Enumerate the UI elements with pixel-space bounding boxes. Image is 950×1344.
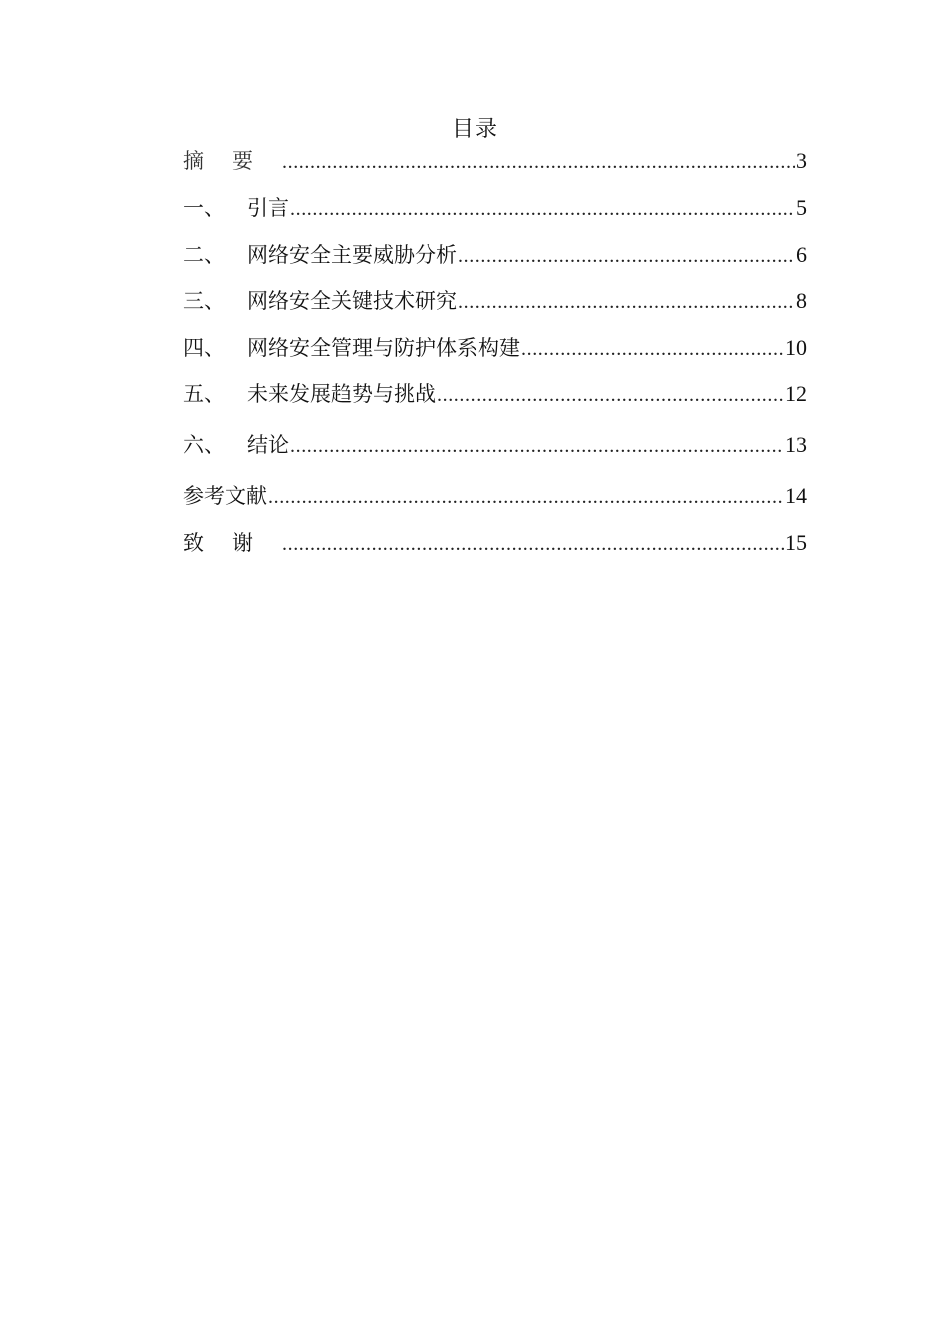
toc-title: 目录 [451, 117, 498, 142]
toc-entry-label: 网络安全关键技术研究 [247, 289, 457, 313]
toc-entry-threat-analysis[interactable] [183, 240, 807, 270]
toc-entry-label: 引言 [247, 196, 289, 220]
toc-dot-leader [282, 529, 784, 559]
toc-entry-number: 四、 [183, 336, 225, 360]
toc-dot-leader [521, 334, 784, 364]
toc-entry-label: 参考文献 [183, 484, 267, 508]
toc-dot-leader [458, 241, 795, 271]
toc-entry-references[interactable] [183, 481, 807, 511]
toc-page-number: 14 [785, 483, 807, 508]
toc-dot-leader [290, 431, 784, 461]
toc-entry-number: 一、 [183, 196, 225, 220]
toc-entry-label: 摘要 [183, 149, 281, 173]
toc-page-number: 12 [785, 381, 807, 406]
toc-entry-management-system[interactable] [183, 333, 807, 363]
toc-entry-label: 结论 [247, 433, 289, 457]
toc-entry-key-technologies[interactable] [183, 286, 807, 316]
toc-page-number: 5 [796, 195, 807, 220]
toc-entry-future-trends[interactable] [183, 379, 807, 409]
toc-entry-number: 五、 [183, 382, 225, 406]
toc-entry-number: 二、 [183, 243, 225, 267]
toc-dot-leader [458, 287, 795, 317]
toc-entry-acknowledgements[interactable] [183, 528, 807, 558]
toc-dot-leader [268, 482, 784, 512]
toc-page-number: 15 [785, 530, 807, 555]
toc-page-number: 13 [785, 432, 807, 457]
toc-entry-label: 网络安全主要威胁分析 [247, 243, 457, 267]
toc-page-number: 8 [796, 288, 807, 313]
toc-entry-label: 致谢 [183, 531, 281, 555]
toc-entry-number: 六、 [183, 433, 225, 457]
toc-entry-abstract[interactable] [183, 146, 807, 176]
toc-entry-conclusion[interactable] [183, 430, 807, 460]
toc-page-number: 3 [796, 148, 807, 173]
toc-entry-introduction[interactable] [183, 193, 807, 223]
toc-page-number: 6 [796, 242, 807, 267]
toc-entry-number: 三、 [183, 289, 225, 313]
toc-page-number: 10 [785, 335, 807, 360]
toc-dot-leader [437, 380, 784, 410]
toc-dot-leader [290, 194, 795, 224]
toc-dot-leader [282, 147, 795, 177]
toc-entry-label: 未来发展趋势与挑战 [247, 382, 436, 406]
toc-entry-label: 网络安全管理与防护体系构建 [247, 336, 520, 360]
